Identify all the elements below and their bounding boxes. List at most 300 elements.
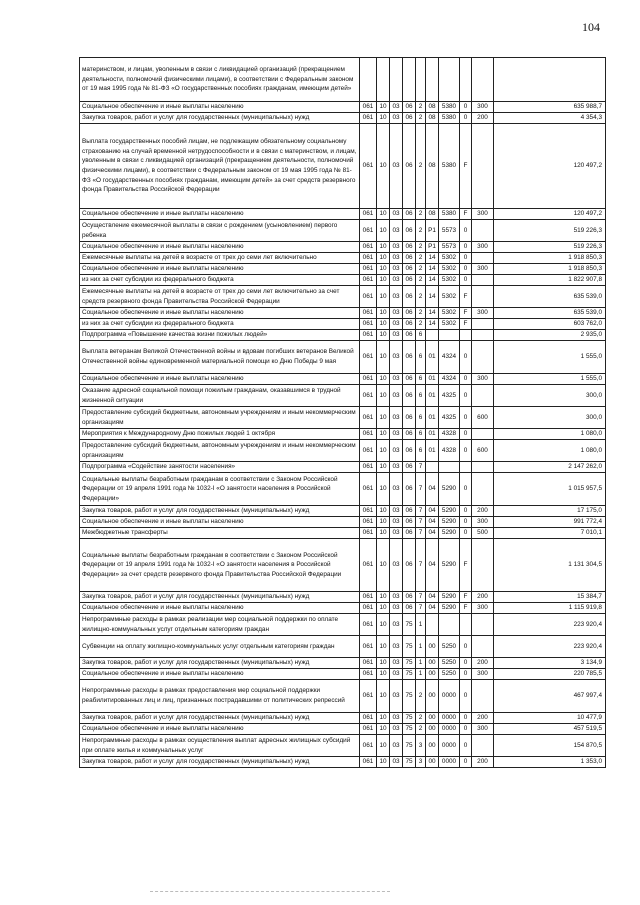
code-cell: 00 — [426, 713, 439, 724]
code-cell: 10 — [377, 669, 390, 680]
code-cell: 300 — [472, 102, 494, 113]
code-cell: 10 — [377, 592, 390, 603]
code-cell: 7 — [416, 539, 426, 592]
code-cell: 03 — [390, 539, 403, 592]
expense-name-cell: Социальное обеспечение и иные выплаты населению — [80, 603, 360, 614]
code-cell: 0 — [460, 102, 472, 113]
code-cell: 2 — [416, 113, 426, 124]
code-cell: 061 — [360, 341, 377, 374]
table-row — [80, 275, 606, 286]
amount-cell: 457 519,5 — [494, 724, 606, 735]
code-cell: 4324 — [439, 374, 460, 385]
amount-cell: 300,0 — [494, 385, 606, 407]
code-cell: 03 — [390, 242, 403, 253]
code-cell: 061 — [360, 220, 377, 242]
code-cell: 06 — [403, 407, 416, 429]
code-cell: 5290 — [439, 473, 460, 506]
code-cell: 5290 — [439, 528, 460, 539]
amount-cell: 991 772,4 — [494, 517, 606, 528]
code-cell: 75 — [403, 669, 416, 680]
expense-name-cell: Непрограммные расходы в рамках предоставления мер социальной поддержки реабилитированных лиц и лиц, признанных пострадавшими от политических репрессий — [80, 680, 360, 713]
code-cell — [460, 614, 472, 636]
code-cell: 03 — [390, 462, 403, 473]
table-row — [80, 636, 606, 658]
code-cell: 4324 — [439, 341, 460, 374]
code-cell: 4325 — [439, 407, 460, 429]
code-cell: 3 — [416, 757, 426, 768]
code-cell: 7 — [416, 517, 426, 528]
expense-name-cell: Социальное обеспечение и иные выплаты населению — [80, 517, 360, 528]
amount-cell: 519 226,3 — [494, 220, 606, 242]
code-cell: 04 — [426, 528, 439, 539]
code-cell: 03 — [390, 528, 403, 539]
code-cell: 04 — [426, 473, 439, 506]
code-cell: 01 — [426, 440, 439, 462]
table-row — [80, 735, 606, 757]
expense-name-cell: Социальное обеспечение и иные выплаты населению — [80, 669, 360, 680]
code-cell — [472, 429, 494, 440]
code-cell: 06 — [403, 374, 416, 385]
code-cell — [472, 680, 494, 713]
code-cell — [472, 330, 494, 341]
code-cell: 10 — [377, 614, 390, 636]
code-cell — [426, 462, 439, 473]
amount-cell: 1 080,0 — [494, 440, 606, 462]
expense-name-cell: Закупка товаров, работ и услуг для государственных (муниципальных) нужд — [80, 757, 360, 768]
code-cell: 01 — [426, 374, 439, 385]
amount-cell: 120 497,2 — [494, 124, 606, 209]
code-cell: 01 — [426, 429, 439, 440]
code-cell: 10 — [377, 517, 390, 528]
code-cell: 03 — [390, 385, 403, 407]
code-cell: F — [460, 539, 472, 592]
code-cell: 00 — [426, 724, 439, 735]
code-cell: 061 — [360, 462, 377, 473]
code-cell: 01 — [426, 407, 439, 429]
code-cell: 2 — [416, 319, 426, 330]
code-cell: 10 — [377, 124, 390, 209]
code-cell: 10 — [377, 286, 390, 308]
code-cell — [472, 385, 494, 407]
code-cell: 061 — [360, 308, 377, 319]
amount-cell: 4 354,3 — [494, 113, 606, 124]
code-cell: 2 — [416, 102, 426, 113]
code-cell — [439, 330, 460, 341]
code-cell: 06 — [403, 275, 416, 286]
code-cell: 06 — [403, 440, 416, 462]
code-cell: 00 — [426, 658, 439, 669]
code-cell: 14 — [426, 253, 439, 264]
code-cell — [460, 462, 472, 473]
code-cell: 5290 — [439, 539, 460, 592]
table-row — [80, 341, 606, 374]
code-cell: 0000 — [439, 713, 460, 724]
code-cell: 03 — [390, 124, 403, 209]
expense-name-cell: Закупка товаров, работ и услуг для государственных (муниципальных) нужд — [80, 113, 360, 124]
table-row — [80, 592, 606, 603]
expense-name-cell: Закупка товаров, работ и услуг для государственных (муниципальных) нужд — [80, 658, 360, 669]
code-cell: 06 — [403, 473, 416, 506]
code-cell: 5380 — [439, 124, 460, 209]
table-row — [80, 473, 606, 506]
amount-cell: 635 539,0 — [494, 308, 606, 319]
code-cell: 01 — [426, 385, 439, 407]
code-cell: 03 — [390, 319, 403, 330]
code-cell: 10 — [377, 757, 390, 768]
code-cell — [460, 330, 472, 341]
code-cell: 10 — [377, 713, 390, 724]
code-cell: 10 — [377, 407, 390, 429]
code-cell: 300 — [472, 603, 494, 614]
code-cell — [416, 58, 426, 102]
code-cell — [472, 124, 494, 209]
code-cell: 06 — [403, 220, 416, 242]
code-cell: 061 — [360, 286, 377, 308]
code-cell: 6 — [416, 429, 426, 440]
code-cell: 03 — [390, 757, 403, 768]
code-cell: 061 — [360, 429, 377, 440]
code-cell: 1 — [416, 614, 426, 636]
code-cell: 03 — [390, 264, 403, 275]
code-cell: 0 — [460, 253, 472, 264]
code-cell: 2 — [416, 680, 426, 713]
amount-cell: 15 384,7 — [494, 592, 606, 603]
code-cell: 061 — [360, 319, 377, 330]
code-cell — [426, 58, 439, 102]
expense-name-cell: из них за счет субсидии из федерального бюджета — [80, 319, 360, 330]
code-cell: 4328 — [439, 429, 460, 440]
code-cell: 06 — [403, 253, 416, 264]
code-cell: 0 — [460, 680, 472, 713]
code-cell: 10 — [377, 319, 390, 330]
amount-cell: 1 131 304,5 — [494, 539, 606, 592]
code-cell: 03 — [390, 275, 403, 286]
amount-cell — [494, 58, 606, 102]
code-cell: 2 — [416, 209, 426, 220]
code-cell: 061 — [360, 407, 377, 429]
code-cell: 061 — [360, 124, 377, 209]
code-cell: 0000 — [439, 680, 460, 713]
code-cell: 061 — [360, 473, 377, 506]
code-cell: 061 — [360, 757, 377, 768]
amount-cell: 10 477,9 — [494, 713, 606, 724]
expense-name-cell: Социальное обеспечение и иные выплаты населению — [80, 264, 360, 275]
code-cell: 061 — [360, 264, 377, 275]
code-cell: 2 — [416, 308, 426, 319]
code-cell: 03 — [390, 735, 403, 757]
code-cell: 2 — [416, 220, 426, 242]
code-cell — [426, 330, 439, 341]
code-cell: 061 — [360, 113, 377, 124]
code-cell: 7 — [416, 506, 426, 517]
expense-name-cell: Выплата государственных пособий лицам, не подлежащим обязательному социальному страхованию на случай временной нетрудоспособности и в связи с материнством, и лицам, уволенным в связи с ликвидацией организаций (прекращением деятельности, полномочий физическими лицами), в соответствии с Федеральным законом от 19 мая 1995 года № 81-ФЗ «О государственных пособиях гражданам, имеющим детей» за счет средств резервного фонда Правительства Российской Федерации — [80, 124, 360, 209]
table-row — [80, 308, 606, 319]
expense-name-cell: Социальное обеспечение и иные выплаты населению — [80, 724, 360, 735]
amount-cell: 635 539,0 — [494, 286, 606, 308]
code-cell: 03 — [390, 220, 403, 242]
code-cell: 5250 — [439, 658, 460, 669]
code-cell: 200 — [472, 592, 494, 603]
code-cell: 2 — [416, 264, 426, 275]
code-cell: 03 — [390, 429, 403, 440]
code-cell: 75 — [403, 658, 416, 669]
expense-name-cell: Социальное обеспечение и иные выплаты населению — [80, 102, 360, 113]
table-row — [80, 713, 606, 724]
code-cell: 06 — [403, 385, 416, 407]
code-cell: 10 — [377, 341, 390, 374]
code-cell — [472, 286, 494, 308]
code-cell: 75 — [403, 735, 416, 757]
code-cell: 0 — [460, 113, 472, 124]
code-cell: 01 — [426, 341, 439, 374]
code-cell: 300 — [472, 374, 494, 385]
code-cell — [472, 341, 494, 374]
code-cell: 03 — [390, 669, 403, 680]
code-cell: 10 — [377, 636, 390, 658]
code-cell: 061 — [360, 385, 377, 407]
code-cell: 061 — [360, 330, 377, 341]
code-cell: 061 — [360, 614, 377, 636]
code-cell: 5290 — [439, 517, 460, 528]
code-cell: 04 — [426, 539, 439, 592]
code-cell — [472, 636, 494, 658]
code-cell: 0 — [460, 440, 472, 462]
table-row — [80, 440, 606, 462]
code-cell: 7 — [416, 462, 426, 473]
code-cell: 300 — [472, 242, 494, 253]
code-cell: 04 — [426, 592, 439, 603]
amount-cell: 1 080,0 — [494, 429, 606, 440]
code-cell: F — [460, 603, 472, 614]
expense-name-cell: Социальное обеспечение и иные выплаты населению — [80, 308, 360, 319]
amount-cell: 635 988,7 — [494, 102, 606, 113]
code-cell: 10 — [377, 429, 390, 440]
expense-name-cell: Ежемесячные выплаты на детей в возрасте от трех до семи лет включительно — [80, 253, 360, 264]
expense-name-cell: Закупка товаров, работ и услуг для государственных (муниципальных) нужд — [80, 713, 360, 724]
code-cell: 08 — [426, 113, 439, 124]
code-cell: 10 — [377, 473, 390, 506]
code-cell — [439, 58, 460, 102]
code-cell: 10 — [377, 242, 390, 253]
code-cell: 0 — [460, 473, 472, 506]
code-cell: 5302 — [439, 286, 460, 308]
code-cell: 061 — [360, 374, 377, 385]
code-cell — [472, 462, 494, 473]
code-cell: 10 — [377, 658, 390, 669]
code-cell: 0 — [460, 713, 472, 724]
code-cell: 300 — [472, 517, 494, 528]
code-cell: 5302 — [439, 308, 460, 319]
code-cell: 4328 — [439, 440, 460, 462]
code-cell: 7 — [416, 528, 426, 539]
amount-cell: 220 785,5 — [494, 669, 606, 680]
code-cell: 1 — [416, 636, 426, 658]
code-cell: 0000 — [439, 757, 460, 768]
code-cell: 03 — [390, 407, 403, 429]
code-cell — [472, 539, 494, 592]
code-cell: 300 — [472, 264, 494, 275]
code-cell: 06 — [403, 341, 416, 374]
code-cell: 06 — [403, 319, 416, 330]
code-cell: F — [460, 319, 472, 330]
amount-cell: 519 226,3 — [494, 242, 606, 253]
code-cell — [403, 58, 416, 102]
code-cell: 14 — [426, 319, 439, 330]
code-cell: F — [460, 592, 472, 603]
code-cell: 300 — [472, 308, 494, 319]
code-cell: 08 — [426, 124, 439, 209]
code-cell: 06 — [403, 429, 416, 440]
code-cell: 03 — [390, 506, 403, 517]
amount-cell: 3 134,9 — [494, 658, 606, 669]
code-cell: 061 — [360, 713, 377, 724]
code-cell: 2 — [416, 124, 426, 209]
code-cell: 5250 — [439, 669, 460, 680]
code-cell: 10 — [377, 102, 390, 113]
code-cell: 7 — [416, 592, 426, 603]
code-cell: 061 — [360, 592, 377, 603]
code-cell: 061 — [360, 636, 377, 658]
code-cell: 10 — [377, 724, 390, 735]
code-cell: 5302 — [439, 275, 460, 286]
code-cell: 00 — [426, 669, 439, 680]
code-cell: 2 — [416, 286, 426, 308]
code-cell: 10 — [377, 330, 390, 341]
code-cell: 75 — [403, 614, 416, 636]
code-cell: 061 — [360, 253, 377, 264]
code-cell: 6 — [416, 440, 426, 462]
code-cell: 03 — [390, 286, 403, 308]
code-cell: 03 — [390, 473, 403, 506]
code-cell: 4325 — [439, 385, 460, 407]
code-cell: 0 — [460, 407, 472, 429]
code-cell: 06 — [403, 517, 416, 528]
code-cell: 1 — [416, 669, 426, 680]
code-cell: 5302 — [439, 264, 460, 275]
code-cell: 10 — [377, 735, 390, 757]
amount-cell: 1 555,0 — [494, 341, 606, 374]
expense-name-cell: Социальное обеспечение и иные выплаты населению — [80, 374, 360, 385]
expense-name-cell: Непрограммные расходы в рамках реализации мер социальной поддержки по оплате жилищно-коммунальных услуг отдельным категориям граждан — [80, 614, 360, 636]
code-cell: 10 — [377, 374, 390, 385]
expense-name-cell: из них за счет субсидии из федерального бюджета — [80, 275, 360, 286]
code-cell: 2 — [416, 724, 426, 735]
code-cell: 061 — [360, 242, 377, 253]
code-cell: 08 — [426, 102, 439, 113]
code-cell: 061 — [360, 735, 377, 757]
code-cell — [460, 58, 472, 102]
code-cell: 300 — [472, 724, 494, 735]
code-cell: 6 — [416, 374, 426, 385]
code-cell: 03 — [390, 102, 403, 113]
expense-name-cell: Социальные выплаты безработным гражданам в соответствии с Законом Российской Федерации от 19 апреля 1991 года № 1032-I «О занятости населения в Российской Федерации» — [80, 473, 360, 506]
code-cell: 0 — [460, 275, 472, 286]
code-cell: 5302 — [439, 319, 460, 330]
amount-cell: 467 997,4 — [494, 680, 606, 713]
code-cell: 2 — [416, 275, 426, 286]
table-row — [80, 614, 606, 636]
code-cell: 03 — [390, 113, 403, 124]
code-cell — [360, 58, 377, 102]
code-cell: 10 — [377, 308, 390, 319]
code-cell — [472, 319, 494, 330]
code-cell: 75 — [403, 724, 416, 735]
table-row — [80, 264, 606, 275]
code-cell: 0000 — [439, 735, 460, 757]
code-cell: 06 — [403, 506, 416, 517]
code-cell: 06 — [403, 286, 416, 308]
code-cell: 061 — [360, 517, 377, 528]
code-cell: 03 — [390, 603, 403, 614]
amount-cell: 1 918 850,3 — [494, 253, 606, 264]
code-cell: 00 — [426, 757, 439, 768]
amount-cell: 2 935,0 — [494, 330, 606, 341]
page-number: 104 — [582, 20, 600, 34]
budget-table — [79, 57, 606, 768]
code-cell: 10 — [377, 528, 390, 539]
code-cell — [472, 58, 494, 102]
table-row — [80, 517, 606, 528]
table-row — [80, 220, 606, 242]
amount-cell: 1 115 919,8 — [494, 603, 606, 614]
code-cell: 75 — [403, 636, 416, 658]
code-cell: 03 — [390, 614, 403, 636]
code-cell: 03 — [390, 253, 403, 264]
code-cell: 200 — [472, 506, 494, 517]
code-cell: 14 — [426, 264, 439, 275]
code-cell: P1 — [426, 242, 439, 253]
code-cell: 600 — [472, 407, 494, 429]
expense-name-cell: Осуществление ежемесячной выплаты в связи с рождением (усыновлением) первого ребенка — [80, 220, 360, 242]
amount-cell: 120 497,2 — [494, 209, 606, 220]
code-cell: 03 — [390, 341, 403, 374]
table-row — [80, 385, 606, 407]
code-cell: 0 — [460, 242, 472, 253]
code-cell: 03 — [390, 680, 403, 713]
table-row — [80, 253, 606, 264]
code-cell: 10 — [377, 462, 390, 473]
code-cell: 300 — [472, 669, 494, 680]
amount-cell: 300,0 — [494, 407, 606, 429]
expense-name-cell: Социальные выплаты безработным гражданам в соответствии с Законом Российской Федерации от 19 апреля 1991 года № 1032-I «О занятости населения в Российской Федерации» за счет средств резервного фонда Правительства Российской Федерации — [80, 539, 360, 592]
code-cell: 10 — [377, 209, 390, 220]
amount-cell: 2 147 262,0 — [494, 462, 606, 473]
code-cell: 10 — [377, 264, 390, 275]
code-cell: 10 — [377, 385, 390, 407]
code-cell: 10 — [377, 113, 390, 124]
table-row — [80, 113, 606, 124]
table-row — [80, 330, 606, 341]
code-cell: 06 — [403, 102, 416, 113]
expense-name-cell: Закупка товаров, работ и услуг для государственных (муниципальных) нужд — [80, 592, 360, 603]
amount-cell: 1 918 850,3 — [494, 264, 606, 275]
code-cell: 0 — [460, 735, 472, 757]
code-cell: 03 — [390, 592, 403, 603]
budget-table-body — [80, 58, 606, 768]
code-cell: 0 — [460, 506, 472, 517]
code-cell: 0 — [460, 264, 472, 275]
code-cell: F — [460, 286, 472, 308]
code-cell: 6 — [416, 341, 426, 374]
code-cell: 0 — [460, 669, 472, 680]
table-row — [80, 286, 606, 308]
code-cell: 0 — [460, 374, 472, 385]
code-cell — [426, 614, 439, 636]
amount-cell: 154 870,5 — [494, 735, 606, 757]
expense-name-cell: Подпрограмма «Содействие занятости населения» — [80, 462, 360, 473]
code-cell: 10 — [377, 253, 390, 264]
code-cell: 03 — [390, 209, 403, 220]
